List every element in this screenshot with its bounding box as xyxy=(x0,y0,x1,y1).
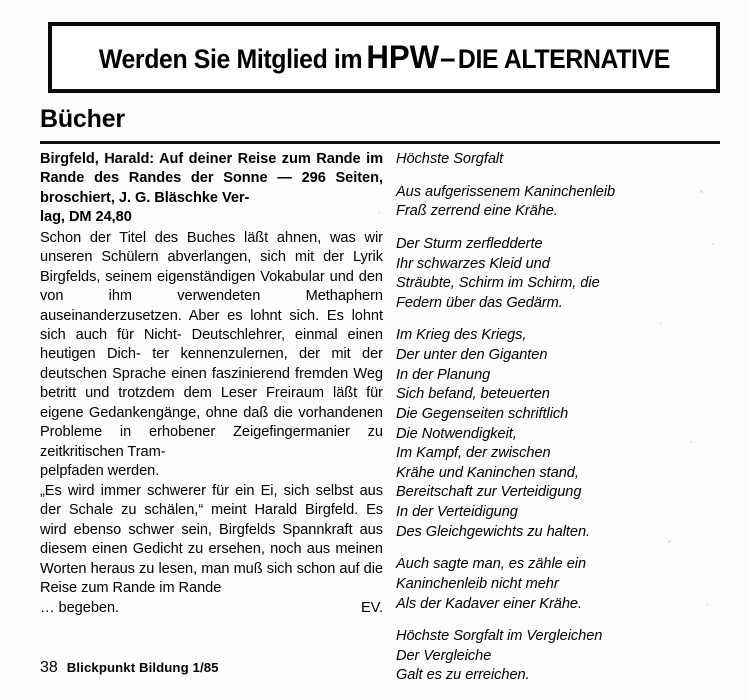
poem-line: Krähe und Kaninchen stand, xyxy=(396,464,579,481)
poem-stanza xyxy=(396,183,726,222)
poem-stanza xyxy=(396,627,726,686)
review-line: lohnt sich. Es lohnt sich auch für Nicht- xyxy=(40,307,383,343)
review-last-line: pelpfaden werden. xyxy=(40,463,160,480)
poem-stanza xyxy=(396,326,726,542)
review-line: Deutschlehrer, einmal einen heutigen Dich- xyxy=(40,326,384,363)
review-line: sein, Birgfelds Spannkraft aus diesem xyxy=(40,521,383,558)
section-title: Bücher xyxy=(40,105,125,133)
poem-line: In der Verteidigung xyxy=(396,504,518,520)
poem-line: Im Kampf, der zwischen xyxy=(396,445,551,462)
review-paragraph-2 xyxy=(40,482,383,618)
membership-banner xyxy=(48,22,720,93)
poem-line: Fraß zerrend eine Krähe. xyxy=(396,203,558,220)
poem-line: Galt es zu erreichen. xyxy=(396,667,530,684)
review-line: Vokabular und den von ihm verwendeten xyxy=(40,268,383,305)
poem-stanza xyxy=(396,555,726,614)
banner-headline xyxy=(98,41,669,74)
review-line: ter kennenzulernen, der mit der deutschen xyxy=(40,346,383,382)
review-line: Harald Birgfeld. Es wird ebenso schwer xyxy=(40,502,383,538)
poem-title xyxy=(396,150,726,170)
poem-line: Kaninchenleib nicht mehr xyxy=(396,575,559,592)
review-line: Methaphern auseinanderzusetzen. Aber es xyxy=(40,288,383,324)
book-reference-line: Rande im Rande des Randes der Sonne — xyxy=(40,151,384,187)
review-line: der Lyrik Birgfelds, seinem eigenständigen xyxy=(40,249,383,285)
left-column xyxy=(40,150,383,618)
review-closing-line xyxy=(40,599,383,618)
poem-line: Federn über das Gedärm. xyxy=(396,294,563,311)
poem-title-line: Höchste Sorgfalt xyxy=(396,151,504,167)
poem-line: In der Planung xyxy=(396,366,491,383)
review-line: „Es wird immer schwerer für ein Ei, sich xyxy=(40,482,310,499)
review-closing-text: … begeben. xyxy=(40,599,120,616)
poem-line: Die Gegenseiten schriftlich xyxy=(396,405,569,422)
footer-page-number: 38 xyxy=(40,659,58,676)
poem-line: Sträubte, Schirm im Schirm, die xyxy=(396,275,600,292)
banner-dash: – xyxy=(439,42,455,75)
book-reference-line: 296 Seiten, broschiert, J. G. Bläschke Ver- xyxy=(40,170,383,206)
section-divider xyxy=(40,141,720,144)
page-footer xyxy=(40,659,219,677)
right-column xyxy=(396,150,726,699)
review-line: Sprache einen faszinierend fremden Weg xyxy=(112,365,383,382)
poem-line: Der Sturm zerfledderte xyxy=(396,235,543,252)
poem-line: Bereitschaft zur Verteidigung xyxy=(396,484,582,501)
poem-line: Ihr schwarzes Kleid und xyxy=(396,255,550,272)
review-line: selbst aus der Schale zu schälen,“ meint xyxy=(40,482,383,519)
poem-line: Höchste Sorgfalt im Vergleichen xyxy=(396,628,603,645)
review-line: läßt für eigene Gedankengänge, ohne daß xyxy=(40,385,383,421)
review-line: Worten heraus zu lesen, man muß sich xyxy=(40,560,293,577)
book-reference xyxy=(40,150,383,228)
review-line: Schon der Titel des Buches läßt ahnen, was xyxy=(40,229,356,246)
poem-line: Als der Kadaver einer Krähe. xyxy=(396,595,582,612)
poem-line: Im Krieg des Kriegs, xyxy=(396,327,527,344)
book-reference-line: Birgfeld, Harald: Auf deiner Reise zum xyxy=(40,151,311,167)
poem-line: Die Notwendigkeit, xyxy=(396,425,517,442)
poem-line: Des Gleichgewichts zu halten. xyxy=(396,523,591,540)
footer-publication: Blickpunkt Bildung 1/85 xyxy=(66,660,219,675)
review-attribution: EV. xyxy=(360,599,383,616)
banner-lead-text: Werden Sie Mitglied im xyxy=(98,44,362,74)
poem-line: Sich befand, beteuerten xyxy=(396,386,550,403)
poem-stanza xyxy=(396,235,726,314)
review-line: einen Gedicht zu ersehen, noch aus meinen xyxy=(92,541,383,558)
poem-line: Der Vergleiche xyxy=(396,647,492,664)
banner-tail-text: DIE ALTERNATIVE xyxy=(457,44,670,74)
banner-acronym: HPW xyxy=(366,39,440,75)
poem-line: Der unter den Giganten xyxy=(396,347,548,363)
review-line: wir unseren Schülern abverlangen, sich mit xyxy=(40,229,383,266)
review-line: betritt und trotzdem dem Leser Freiraum xyxy=(40,385,325,402)
review-paragraph-1 xyxy=(40,229,383,482)
poem-line: Auch sagte man, es zähle ein xyxy=(396,556,587,573)
poem-line: Aus aufgerissenem Kaninchenleib xyxy=(396,183,616,200)
review-line: schon auf die Reise zum Rande im Rande xyxy=(40,560,383,597)
review-line: Zeigefingermanier zu zeitkritischen Tram- xyxy=(40,424,383,460)
book-reference-last-line: lag, DM 24,80 xyxy=(40,209,132,226)
review-line: die vorhandenen Probleme in erhobener xyxy=(40,404,383,441)
